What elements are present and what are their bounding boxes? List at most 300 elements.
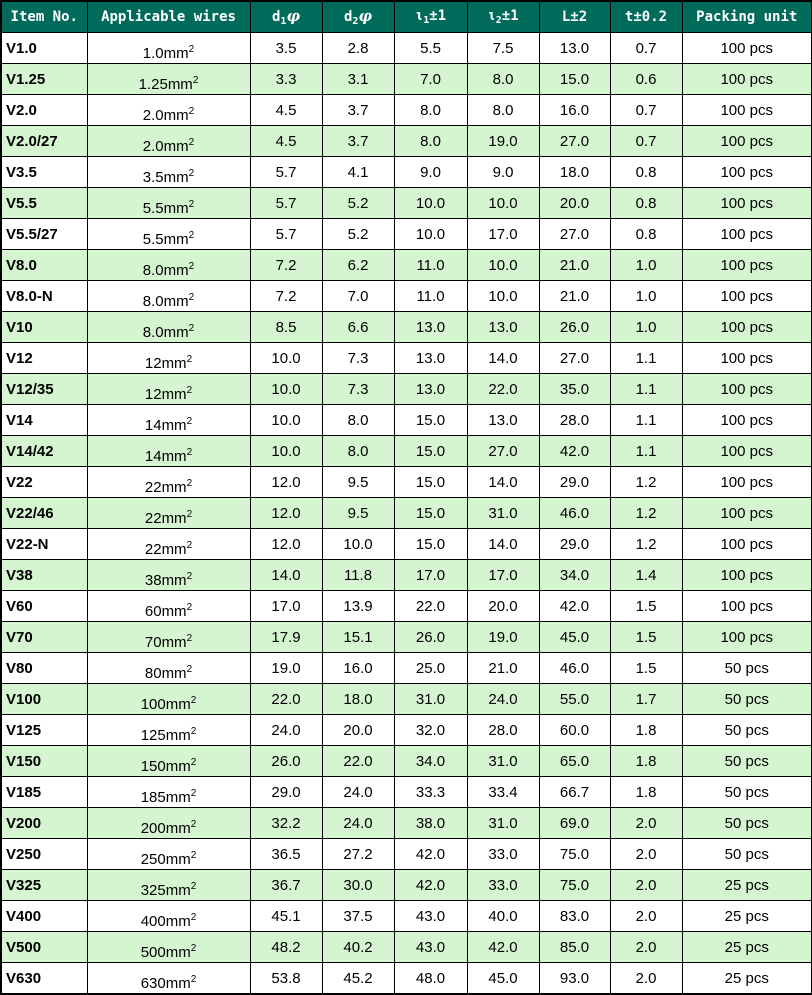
cell-l1: 13.0 <box>394 374 467 405</box>
cell-length: 15.0 <box>539 64 610 95</box>
cell-thickness: 1.1 <box>610 436 682 467</box>
header-thickness: t±0.2 <box>610 1 682 33</box>
table-row <box>1 405 812 436</box>
cell-length: 45.0 <box>539 622 610 653</box>
cell-packing-unit: 100 pcs <box>682 33 812 64</box>
cell-l1: 48.0 <box>394 963 467 995</box>
cell-thickness: 0.8 <box>610 157 682 188</box>
header-d1: $d_1\varphi$ <box>250 1 322 33</box>
cell-l1: 8.0 <box>394 126 467 157</box>
cell-thickness: 0.8 <box>610 219 682 250</box>
cell-applicable-wire: $100mm^2$ <box>87 684 250 715</box>
cell-l1: 42.0 <box>394 870 467 901</box>
table-row <box>1 343 812 374</box>
cell-item-no: V325 <box>1 870 87 901</box>
cell-l1: 11.0 <box>394 281 467 312</box>
cell-l2: 14.0 <box>467 467 539 498</box>
cell-applicable-wire: $22mm^2$ <box>87 498 250 529</box>
cell-applicable-wire: $325mm^2$ <box>87 870 250 901</box>
cell-thickness: 1.8 <box>610 715 682 746</box>
cell-l2: 24.0 <box>467 684 539 715</box>
cell-d1: 48.2 <box>250 932 322 963</box>
cell-item-no: V150 <box>1 746 87 777</box>
cell-d2: 7.3 <box>322 343 394 374</box>
cell-l1: 5.5 <box>394 33 467 64</box>
table-row <box>1 529 812 560</box>
cell-l2: 9.0 <box>467 157 539 188</box>
cell-l1: 8.0 <box>394 95 467 126</box>
cell-d1: 19.0 <box>250 653 322 684</box>
cell-d1: 29.0 <box>250 777 322 808</box>
cell-thickness: 2.0 <box>610 963 682 995</box>
cell-l2: 13.0 <box>467 312 539 343</box>
table-row <box>1 467 812 498</box>
cell-thickness: 1.5 <box>610 622 682 653</box>
cell-l2: 21.0 <box>467 653 539 684</box>
cell-d1: 10.0 <box>250 405 322 436</box>
cell-l2: 17.0 <box>467 560 539 591</box>
cell-length: 28.0 <box>539 405 610 436</box>
cell-packing-unit: 25 pcs <box>682 901 812 932</box>
cell-d2: 9.5 <box>322 498 394 529</box>
cell-d1: 4.5 <box>250 95 322 126</box>
cell-l1: 22.0 <box>394 591 467 622</box>
cell-length: 55.0 <box>539 684 610 715</box>
cell-item-no: V22/46 <box>1 498 87 529</box>
cell-packing-unit: 50 pcs <box>682 808 812 839</box>
cell-l2: 19.0 <box>467 622 539 653</box>
cell-length: 42.0 <box>539 436 610 467</box>
cell-d2: 13.9 <box>322 591 394 622</box>
header-applicable-wires: Applicable wires <box>87 1 250 33</box>
cell-length: 85.0 <box>539 932 610 963</box>
cell-item-no: V5.5/27 <box>1 219 87 250</box>
cell-packing-unit: 100 pcs <box>682 560 812 591</box>
cell-d2: 20.0 <box>322 715 394 746</box>
cell-l1: 17.0 <box>394 560 467 591</box>
cell-item-no: V1.25 <box>1 64 87 95</box>
cell-thickness: 0.7 <box>610 95 682 126</box>
cell-packing-unit: 100 pcs <box>682 374 812 405</box>
cell-applicable-wire: $185mm^2$ <box>87 777 250 808</box>
cell-item-no: V8.0 <box>1 250 87 281</box>
cell-d2: 2.8 <box>322 33 394 64</box>
cell-l1: 33.3 <box>394 777 467 808</box>
cell-d2: 10.0 <box>322 529 394 560</box>
cell-l2: 10.0 <box>467 281 539 312</box>
cell-length: 46.0 <box>539 498 610 529</box>
header-l1: $\iota_1\pm 1$ <box>394 1 467 33</box>
cell-length: 42.0 <box>539 591 610 622</box>
cell-d2: 5.2 <box>322 188 394 219</box>
cell-l2: 7.5 <box>467 33 539 64</box>
cell-l2: 31.0 <box>467 498 539 529</box>
cell-item-no: V630 <box>1 963 87 995</box>
cell-item-no: V10 <box>1 312 87 343</box>
cell-thickness: 0.7 <box>610 33 682 64</box>
table-row <box>1 839 812 870</box>
table-row <box>1 436 812 467</box>
cell-length: 29.0 <box>539 529 610 560</box>
cell-thickness: 1.1 <box>610 374 682 405</box>
cell-thickness: 1.8 <box>610 777 682 808</box>
cell-applicable-wire: $70mm^2$ <box>87 622 250 653</box>
cell-item-no: V250 <box>1 839 87 870</box>
cell-packing-unit: 50 pcs <box>682 839 812 870</box>
cell-applicable-wire: $22mm^2$ <box>87 467 250 498</box>
cell-l1: 43.0 <box>394 932 467 963</box>
table-row <box>1 715 812 746</box>
cell-d1: 10.0 <box>250 343 322 374</box>
cell-length: 93.0 <box>539 963 610 995</box>
cell-applicable-wire: $8.0mm^2$ <box>87 281 250 312</box>
cell-length: 69.0 <box>539 808 610 839</box>
table-row <box>1 250 812 281</box>
cell-applicable-wire: $500mm^2$ <box>87 932 250 963</box>
table-row <box>1 188 812 219</box>
cell-d1: 36.7 <box>250 870 322 901</box>
cell-packing-unit: 50 pcs <box>682 746 812 777</box>
cell-item-no: V14 <box>1 405 87 436</box>
cell-d2: 15.1 <box>322 622 394 653</box>
cell-l2: 8.0 <box>467 95 539 126</box>
cell-l1: 15.0 <box>394 529 467 560</box>
cell-l2: 27.0 <box>467 436 539 467</box>
cell-packing-unit: 100 pcs <box>682 436 812 467</box>
cell-applicable-wire: $5.5mm^2$ <box>87 219 250 250</box>
cell-d1: 45.1 <box>250 901 322 932</box>
cell-packing-unit: 100 pcs <box>682 281 812 312</box>
cell-l1: 34.0 <box>394 746 467 777</box>
cell-length: 16.0 <box>539 95 610 126</box>
cell-length: 26.0 <box>539 312 610 343</box>
cell-item-no: V14/42 <box>1 436 87 467</box>
cell-length: 27.0 <box>539 219 610 250</box>
cell-thickness: 2.0 <box>610 839 682 870</box>
cell-applicable-wire: $12mm^2$ <box>87 343 250 374</box>
cell-l1: 15.0 <box>394 436 467 467</box>
cell-thickness: 0.8 <box>610 188 682 219</box>
cell-item-no: V22 <box>1 467 87 498</box>
cell-l1: 32.0 <box>394 715 467 746</box>
cell-l2: 8.0 <box>467 64 539 95</box>
cell-d1: 8.5 <box>250 312 322 343</box>
cell-applicable-wire: $250mm^2$ <box>87 839 250 870</box>
cell-d2: 16.0 <box>322 653 394 684</box>
cell-length: 21.0 <box>539 281 610 312</box>
cell-length: 75.0 <box>539 870 610 901</box>
cell-item-no: V125 <box>1 715 87 746</box>
cell-packing-unit: 100 pcs <box>682 622 812 653</box>
cell-d2: 11.8 <box>322 560 394 591</box>
cell-item-no: V3.5 <box>1 157 87 188</box>
cell-length: 46.0 <box>539 653 610 684</box>
cell-packing-unit: 100 pcs <box>682 219 812 250</box>
cell-applicable-wire: $80mm^2$ <box>87 653 250 684</box>
cell-item-no: V185 <box>1 777 87 808</box>
cell-length: 27.0 <box>539 343 610 374</box>
cell-l2: 10.0 <box>467 250 539 281</box>
cell-d1: 36.5 <box>250 839 322 870</box>
cell-d1: 12.0 <box>250 529 322 560</box>
cell-thickness: 2.0 <box>610 870 682 901</box>
cell-thickness: 1.2 <box>610 498 682 529</box>
cell-d1: 14.0 <box>250 560 322 591</box>
cell-applicable-wire: $2.0mm^2$ <box>87 95 250 126</box>
cell-l2: 13.0 <box>467 405 539 436</box>
cell-item-no: V100 <box>1 684 87 715</box>
cell-d1: 7.2 <box>250 281 322 312</box>
cell-l1: 13.0 <box>394 343 467 374</box>
cell-d1: 3.3 <box>250 64 322 95</box>
table-row <box>1 33 812 64</box>
cell-item-no: V2.0/27 <box>1 126 87 157</box>
cell-l2: 31.0 <box>467 746 539 777</box>
cell-thickness: 1.4 <box>610 560 682 591</box>
cell-thickness: 1.5 <box>610 653 682 684</box>
cell-d2: 6.2 <box>322 250 394 281</box>
cell-applicable-wire: $8.0mm^2$ <box>87 312 250 343</box>
cell-item-no: V70 <box>1 622 87 653</box>
cell-applicable-wire: $60mm^2$ <box>87 591 250 622</box>
cell-packing-unit: 25 pcs <box>682 963 812 995</box>
cell-l2: 33.4 <box>467 777 539 808</box>
cell-length: 27.0 <box>539 126 610 157</box>
cell-packing-unit: 100 pcs <box>682 498 812 529</box>
cell-d2: 7.0 <box>322 281 394 312</box>
cell-d1: 7.2 <box>250 250 322 281</box>
header-l2: $\iota_2\pm 1$ <box>467 1 539 33</box>
cell-length: 75.0 <box>539 839 610 870</box>
cell-l1: 31.0 <box>394 684 467 715</box>
cell-d2: 3.1 <box>322 64 394 95</box>
cell-d1: 17.0 <box>250 591 322 622</box>
cell-applicable-wire: $14mm^2$ <box>87 405 250 436</box>
cell-length: 83.0 <box>539 901 610 932</box>
cell-thickness: 2.0 <box>610 808 682 839</box>
cell-thickness: 1.8 <box>610 746 682 777</box>
cell-thickness: 2.0 <box>610 932 682 963</box>
cell-applicable-wire: $3.5mm^2$ <box>87 157 250 188</box>
cell-packing-unit: 100 pcs <box>682 312 812 343</box>
cell-d2: 18.0 <box>322 684 394 715</box>
cell-l2: 42.0 <box>467 932 539 963</box>
cell-d1: 4.5 <box>250 126 322 157</box>
table-row <box>1 808 812 839</box>
cell-d2: 3.7 <box>322 95 394 126</box>
cell-d2: 8.0 <box>322 405 394 436</box>
cell-d2: 6.6 <box>322 312 394 343</box>
cell-d1: 12.0 <box>250 467 322 498</box>
cell-d1: 5.7 <box>250 157 322 188</box>
table-row <box>1 560 812 591</box>
cell-thickness: 0.6 <box>610 64 682 95</box>
cell-l1: 38.0 <box>394 808 467 839</box>
cell-d2: 37.5 <box>322 901 394 932</box>
cell-applicable-wire: $8.0mm^2$ <box>87 250 250 281</box>
cell-length: 66.7 <box>539 777 610 808</box>
header-packing-unit: Packing unit <box>682 1 812 33</box>
cell-d1: 24.0 <box>250 715 322 746</box>
cell-d1: 5.7 <box>250 219 322 250</box>
cell-item-no: V2.0 <box>1 95 87 126</box>
cell-packing-unit: 100 pcs <box>682 157 812 188</box>
cell-d1: 17.9 <box>250 622 322 653</box>
cell-length: 60.0 <box>539 715 610 746</box>
cell-item-no: V8.0-N <box>1 281 87 312</box>
cell-d1: 10.0 <box>250 436 322 467</box>
cell-item-no: V500 <box>1 932 87 963</box>
cell-l1: 25.0 <box>394 653 467 684</box>
cell-item-no: V400 <box>1 901 87 932</box>
cell-d2: 4.1 <box>322 157 394 188</box>
table-row <box>1 622 812 653</box>
cell-packing-unit: 25 pcs <box>682 870 812 901</box>
table-row <box>1 95 812 126</box>
cell-l1: 11.0 <box>394 250 467 281</box>
table-row <box>1 870 812 901</box>
cell-packing-unit: 100 pcs <box>682 64 812 95</box>
table-row <box>1 312 812 343</box>
cell-l2: 17.0 <box>467 219 539 250</box>
cell-thickness: 1.0 <box>610 250 682 281</box>
table-row <box>1 64 812 95</box>
table-row <box>1 157 812 188</box>
cell-packing-unit: 100 pcs <box>682 467 812 498</box>
table-row <box>1 684 812 715</box>
cell-l2: 28.0 <box>467 715 539 746</box>
cell-length: 35.0 <box>539 374 610 405</box>
cell-packing-unit: 100 pcs <box>682 188 812 219</box>
cell-applicable-wire: $38mm^2$ <box>87 560 250 591</box>
cell-d2: 24.0 <box>322 777 394 808</box>
table-row <box>1 498 812 529</box>
cell-applicable-wire: $200mm^2$ <box>87 808 250 839</box>
cell-l2: 14.0 <box>467 343 539 374</box>
cell-l2: 33.0 <box>467 870 539 901</box>
cell-applicable-wire: $630mm^2$ <box>87 963 250 995</box>
cell-l1: 43.0 <box>394 901 467 932</box>
cell-l1: 7.0 <box>394 64 467 95</box>
header-length: L±2 <box>539 1 610 33</box>
cell-packing-unit: 100 pcs <box>682 126 812 157</box>
cell-length: 20.0 <box>539 188 610 219</box>
cell-packing-unit: 100 pcs <box>682 95 812 126</box>
cell-d1: 3.5 <box>250 33 322 64</box>
cell-thickness: 0.7 <box>610 126 682 157</box>
cell-l2: 31.0 <box>467 808 539 839</box>
cell-l2: 33.0 <box>467 839 539 870</box>
header-row <box>1 1 812 33</box>
cell-l2: 14.0 <box>467 529 539 560</box>
cell-l2: 40.0 <box>467 901 539 932</box>
cell-applicable-wire: $1.25mm^2$ <box>87 64 250 95</box>
table-row <box>1 219 812 250</box>
cell-applicable-wire: $12mm^2$ <box>87 374 250 405</box>
cell-applicable-wire: $1.0mm^2$ <box>87 33 250 64</box>
cell-d2: 45.2 <box>322 963 394 995</box>
table-row <box>1 591 812 622</box>
cell-l1: 9.0 <box>394 157 467 188</box>
cell-d1: 5.7 <box>250 188 322 219</box>
table-row <box>1 901 812 932</box>
cell-packing-unit: 50 pcs <box>682 653 812 684</box>
cell-thickness: 1.2 <box>610 467 682 498</box>
cell-packing-unit: 100 pcs <box>682 343 812 374</box>
header-item-no: Item No. <box>1 1 87 33</box>
cell-thickness: 1.7 <box>610 684 682 715</box>
cell-packing-unit: 50 pcs <box>682 777 812 808</box>
cell-l1: 13.0 <box>394 312 467 343</box>
cell-packing-unit: 100 pcs <box>682 250 812 281</box>
cell-l1: 42.0 <box>394 839 467 870</box>
cell-l1: 15.0 <box>394 405 467 436</box>
cell-d2: 24.0 <box>322 808 394 839</box>
cell-item-no: V5.5 <box>1 188 87 219</box>
cell-l1: 15.0 <box>394 467 467 498</box>
table-row <box>1 932 812 963</box>
cell-l2: 19.0 <box>467 126 539 157</box>
cell-item-no: V60 <box>1 591 87 622</box>
cell-l2: 20.0 <box>467 591 539 622</box>
table-row <box>1 126 812 157</box>
cell-thickness: 1.2 <box>610 529 682 560</box>
cell-applicable-wire: $22mm^2$ <box>87 529 250 560</box>
table-row <box>1 963 812 995</box>
cell-item-no: V22-N <box>1 529 87 560</box>
cell-l2: 22.0 <box>467 374 539 405</box>
cell-thickness: 1.1 <box>610 405 682 436</box>
cell-d1: 12.0 <box>250 498 322 529</box>
cell-item-no: V38 <box>1 560 87 591</box>
cell-packing-unit: 50 pcs <box>682 684 812 715</box>
cell-l1: 15.0 <box>394 498 467 529</box>
table-row <box>1 777 812 808</box>
header-d2: $d_2\varphi$ <box>322 1 394 33</box>
cell-thickness: 1.0 <box>610 312 682 343</box>
cell-applicable-wire: $125mm^2$ <box>87 715 250 746</box>
cell-l1: 10.0 <box>394 219 467 250</box>
cell-applicable-wire: $5.5mm^2$ <box>87 188 250 219</box>
cell-d2: 22.0 <box>322 746 394 777</box>
cell-length: 29.0 <box>539 467 610 498</box>
cell-d2: 5.2 <box>322 219 394 250</box>
cell-item-no: V200 <box>1 808 87 839</box>
cell-item-no: V12 <box>1 343 87 374</box>
cell-length: 21.0 <box>539 250 610 281</box>
cell-length: 65.0 <box>539 746 610 777</box>
table-row <box>1 281 812 312</box>
cell-packing-unit: 50 pcs <box>682 715 812 746</box>
table-row <box>1 653 812 684</box>
cell-l1: 26.0 <box>394 622 467 653</box>
cell-thickness: 1.5 <box>610 591 682 622</box>
cell-item-no: V12/35 <box>1 374 87 405</box>
table-row <box>1 746 812 777</box>
cell-d2: 7.3 <box>322 374 394 405</box>
cell-thickness: 1.1 <box>610 343 682 374</box>
cell-d1: 53.8 <box>250 963 322 995</box>
cell-applicable-wire: $150mm^2$ <box>87 746 250 777</box>
cell-d2: 3.7 <box>322 126 394 157</box>
cell-item-no: V80 <box>1 653 87 684</box>
cell-packing-unit: 25 pcs <box>682 932 812 963</box>
cell-d1: 22.0 <box>250 684 322 715</box>
cell-d2: 8.0 <box>322 436 394 467</box>
cell-d1: 26.0 <box>250 746 322 777</box>
cell-d1: 32.2 <box>250 808 322 839</box>
cell-thickness: 2.0 <box>610 901 682 932</box>
